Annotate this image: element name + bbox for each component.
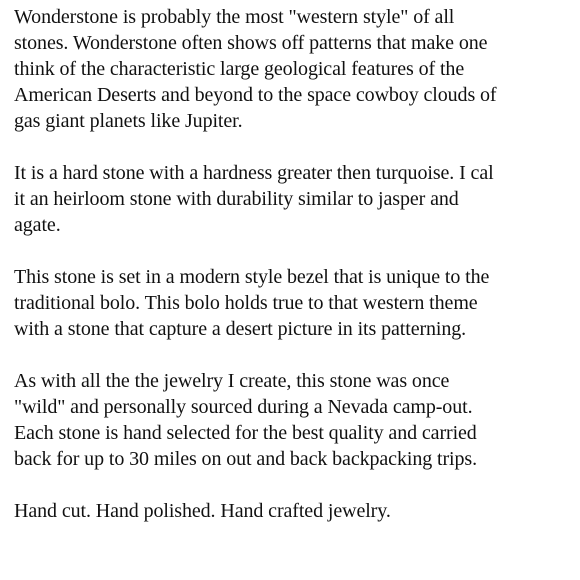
text-line: traditional bolo. This bolo holds true to that western theme <box>14 292 478 314</box>
text-line: Each stone is hand selected for the best quality and carried <box>14 422 477 444</box>
paragraph-gap <box>14 472 580 498</box>
text-line: American Deserts and beyond to the space cowboy clouds of <box>14 84 497 106</box>
text-line: back for up to 30 miles on out and back backpacking trips. <box>14 448 477 470</box>
text-line: Hand cut. Hand polished. Hand crafted jewelry. <box>14 500 391 522</box>
document-body <box>14 4 580 580</box>
paragraph-setting <box>14 264 580 342</box>
text-line: agate. <box>14 214 61 236</box>
text-line: As with all the the jewelry I create, this stone was once <box>14 370 450 392</box>
paragraph-gap <box>14 342 580 368</box>
paragraph-hardness <box>14 160 580 238</box>
text-line: "wild" and personally sourced during a Nevada camp-out. <box>14 396 473 418</box>
text-line: This stone is set in a modern style bezel that is unique to the <box>14 266 490 288</box>
paragraph-gap <box>14 134 580 160</box>
text-line: gas giant planets like Jupiter. <box>14 110 243 132</box>
text-line: with a stone that capture a desert picture in its patterning. <box>14 318 467 340</box>
paragraph-closing <box>14 498 580 524</box>
paragraph-gap <box>14 238 580 264</box>
text-line: Wonderstone is probably the most "western style" of all <box>14 6 455 28</box>
text-line: stones. Wonderstone often shows off patterns that make one <box>14 32 488 54</box>
paragraph-sourcing <box>14 368 580 472</box>
text-line: it an heirloom stone with durability similar to jasper and <box>14 188 459 210</box>
paragraph-intro <box>14 4 580 134</box>
text-line: It is a hard stone with a hardness greater then turquoise. I cal <box>14 162 494 184</box>
text-line: think of the characteristic large geological features of the <box>14 58 465 80</box>
